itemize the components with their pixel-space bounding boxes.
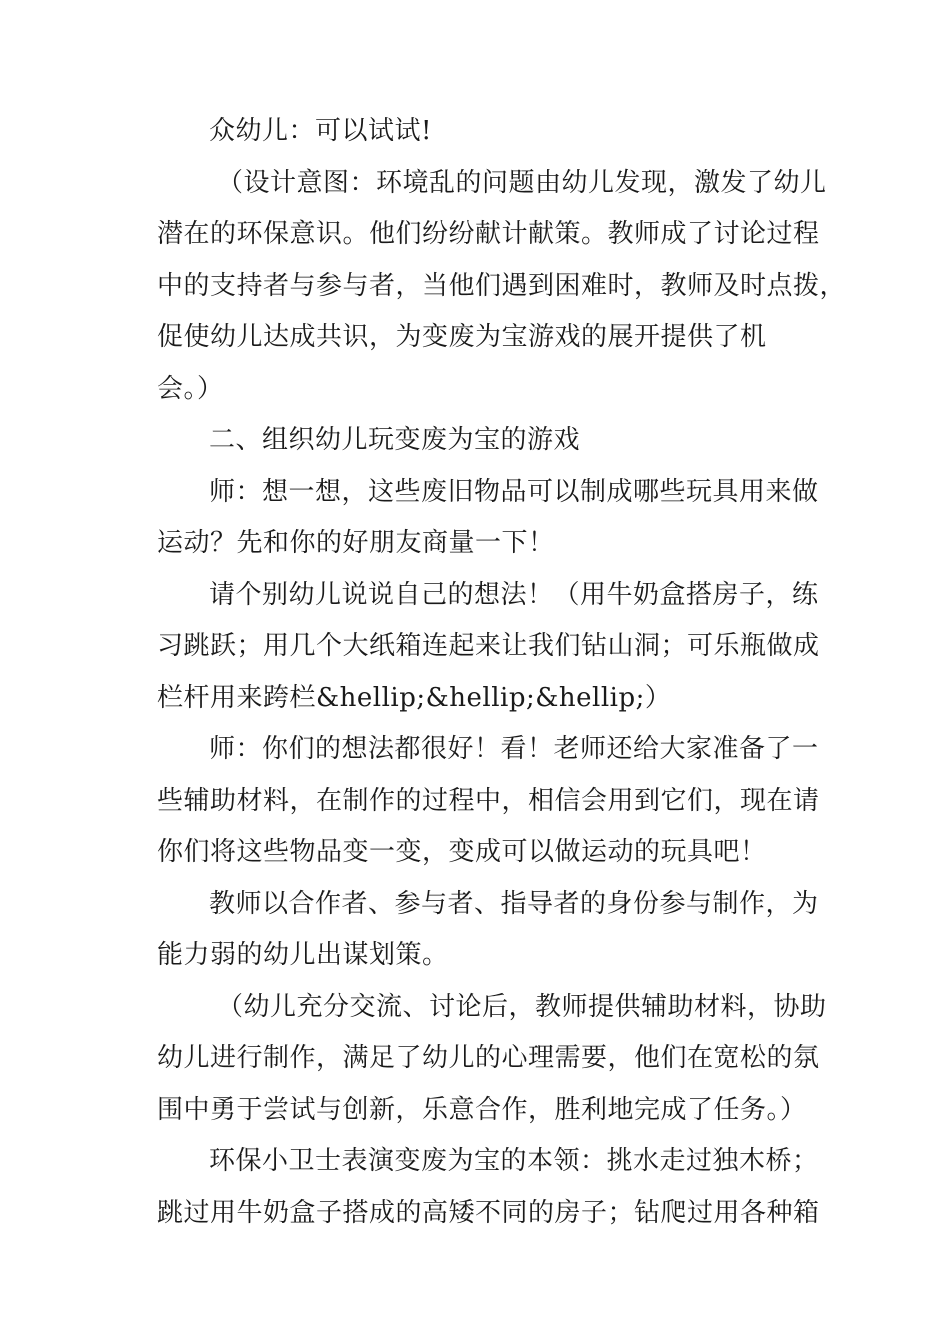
paragraph-line: 习跳跃；用几个大纸箱连起来让我们钻山洞；可乐瓶做成 bbox=[157, 631, 820, 661]
paragraph-line: 师：想一想，这些废旧物品可以制成哪些玩具用来做 bbox=[209, 476, 819, 507]
paragraph-line: 师：你们的想法都很好！看！老师还给大家准备了一 bbox=[209, 734, 819, 764]
paragraph-line: （幼儿充分交流、讨论后，教师提供辅助材料，协助 bbox=[217, 991, 827, 1022]
document-body bbox=[157, 106, 847, 1239]
paragraph-line: 众幼儿：可以试试! bbox=[209, 116, 432, 146]
paragraph-line: 幼儿进行制作，满足了幼儿的心理需要，他们在宽松的氛 bbox=[157, 1043, 820, 1073]
paragraph-line: 促使幼儿达成共识，为变废为宝游戏的展开提供了机 bbox=[157, 322, 767, 352]
paragraph-line: 能力弱的幼儿出谋划策。 bbox=[157, 940, 449, 970]
paragraph-line: 些辅助材料，在制作的过程中，相信会用到它们，现在请 bbox=[157, 785, 820, 816]
paragraph-line: （设计意图：环境乱的问题由幼儿发现，激发了幼儿 bbox=[217, 167, 827, 198]
paragraph-line: 请个别幼儿说说自己的想法！（用牛奶盒搭房子，练 bbox=[209, 579, 819, 610]
paragraph-line: 栏杆用来跨栏&hellip;&hellip;&hellip;） bbox=[157, 682, 672, 713]
section-heading: 二、组织幼儿玩变废为宝的游戏 bbox=[209, 425, 581, 455]
paragraph-line: 围中勇于尝试与创新，乐意合作，胜利地完成了任务。） bbox=[157, 1094, 807, 1125]
paragraph-line: 跳过用牛奶盒子搭成的高矮不同的房子；钻爬过用各种箱 bbox=[157, 1197, 820, 1228]
paragraph-line: 你们将这些物品变一变，变成可以做运动的玩具吧！ bbox=[157, 837, 767, 867]
paragraph-line: 中的支持者与参与者，当他们遇到困难时，教师及时点拨， bbox=[157, 270, 847, 301]
paragraph-line: 潜在的环保意识。他们纷纷献计献策。教师成了讨论过程 bbox=[157, 219, 820, 249]
paragraph-line: 环保小卫士表演变废为宝的本领：挑水走过独木桥； bbox=[209, 1146, 819, 1176]
paragraph-line: 会。） bbox=[157, 373, 224, 404]
paragraph-line: 运动？先和你的好朋友商量一下！ bbox=[157, 528, 555, 558]
paragraph-line: 教师以合作者、参与者、指导者的身份参与制作，为 bbox=[209, 888, 819, 919]
